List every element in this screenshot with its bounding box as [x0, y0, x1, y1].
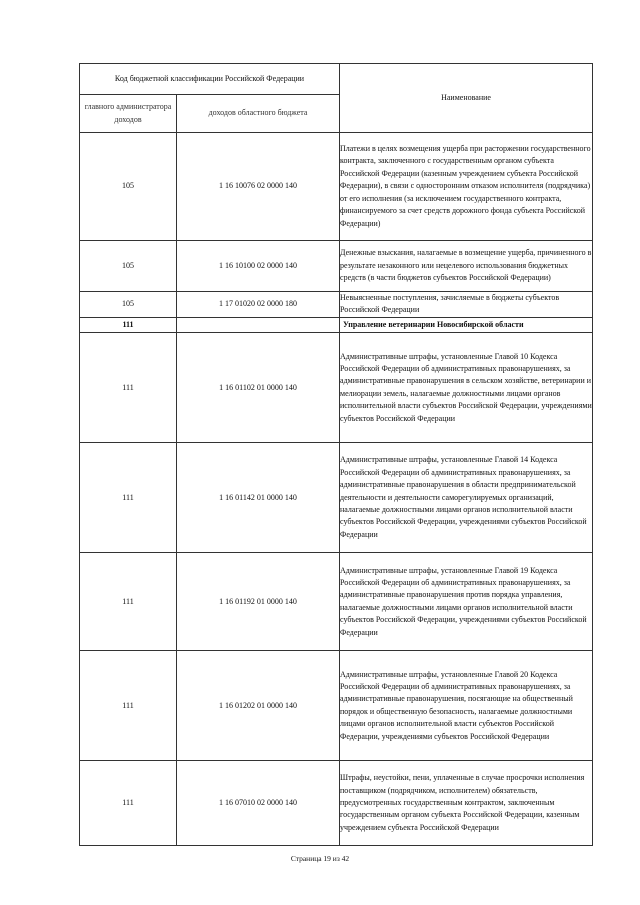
admin-code-cell: 111 [80, 333, 177, 443]
table-row [80, 292, 593, 318]
admin-code-cell: 111 [80, 761, 177, 846]
income-code-cell: 1 16 01142 01 0000 140 [177, 443, 340, 553]
income-code-cell: 1 16 10100 02 0000 140 [177, 241, 340, 292]
classification-header: Код бюджетной классификации Российской Федерации [80, 64, 340, 95]
table-row [80, 553, 593, 651]
income-code-cell: 1 16 01192 01 0000 140 [177, 553, 340, 651]
income-code-cell: 1 16 10076 02 0000 140 [177, 133, 340, 241]
income-name-cell: Платежи в целях возмещения ущерба при расторжении государственного контракта, заключенного с государственным органом субъекта Российской Федерации (казенным учреждением субъекта Российской Федерации), в связи с односторонним отказом исполнителя (подрядчика) от его исполнения (за исключением государственного контракта, финансируемого за счет средств дорожного фонда субъекта Российской Федерации) [340, 133, 593, 241]
admin-header: главного администратора доходов [80, 95, 177, 133]
admin-code-cell: 111 [80, 317, 177, 332]
income-code-cell: 1 16 07010 02 0000 140 [177, 761, 340, 846]
table-row [80, 651, 593, 761]
name-header: Наименование [340, 64, 593, 133]
income-code-cell: 1 16 01102 01 0000 140 [177, 333, 340, 443]
income-name-cell: Денежные взыскания, налагаемые в возмещение ущерба, причиненного в результате незаконного или нецелевого использования бюджетных средств (в части бюджетов субъектов Российской Федерации) [340, 241, 593, 292]
income-code-cell: 1 16 01202 01 0000 140 [177, 651, 340, 761]
page-number-footer: Страница 19 из 42 [290, 854, 350, 863]
table-row [80, 241, 593, 292]
income-header: доходов областного бюджета [177, 95, 340, 133]
income-code-cell: 1 17 01020 02 0000 180 [177, 292, 340, 318]
income-name-cell: Административные штрафы, установленные Главой 20 Кодекса Российской Федерации об административных правонарушениях, за административные правонарушения, посягающие на общественный порядок и общественную безопасность, налагаемые должностными лицами органов исполнительной власти субъектов Российской Федерации, учреждениями субъектов Российской Федерации [340, 651, 593, 761]
income-name-cell: Административные штрафы, установленные Главой 19 Кодекса Российской Федерации об административных правонарушениях, за административные правонарушения против порядка управления, налагаемые должностными лицами органов исполнительной власти субъектов Российской Федерации, учреждениями субъектов Российской Федерации [340, 553, 593, 651]
income-name-cell: Административные штрафы, установленные Главой 10 Кодекса Российской Федерации об административных правонарушениях, за административные правонарушения в сельском хозяйстве, ветеринарии и мелиорации земель, налагаемые должностными лицами органов исполнительной власти субъектов Российской Федерации, учреждениями субъектов Российской Федерации [340, 333, 593, 443]
budget-classification-table [79, 63, 593, 846]
income-name-cell: Административные штрафы, установленные Главой 14 Кодекса Российской Федерации об административных правонарушениях, за административные правонарушения в области предпринимательской деятельности и деятельности саморегулируемых организаций, налагаемые должностными лицами органов исполнительной власти субъектов Российской Федерации, учреждениями субъектов Российской Федерации [340, 443, 593, 553]
admin-code-cell: 111 [80, 553, 177, 651]
admin-code-cell: 105 [80, 241, 177, 292]
table-row [80, 133, 593, 241]
income-name-cell: Невыясненные поступления, зачисляемые в бюджеты субъектов Российской Федерации [340, 292, 593, 318]
table-row [80, 443, 593, 553]
section-title-cell: Управление ветеринарии Новосибирской области [340, 317, 593, 332]
section-row [80, 317, 593, 332]
admin-code-cell: 105 [80, 292, 177, 318]
table-header-row [80, 64, 593, 95]
table-row [80, 333, 593, 443]
admin-code-cell: 105 [80, 133, 177, 241]
income-name-cell: Штрафы, неустойки, пени, уплаченные в случае просрочки исполнения поставщиком (подрядчиком, исполнителем) обязательств, предусмотренных государственным контрактом, заключенным государственным органом субъекта Российской Федерации, казенным учреждением субъекта Российской Федерации [340, 761, 593, 846]
table-row [80, 761, 593, 846]
admin-code-cell: 111 [80, 443, 177, 553]
admin-code-cell: 111 [80, 651, 177, 761]
income-code-cell [177, 317, 340, 332]
